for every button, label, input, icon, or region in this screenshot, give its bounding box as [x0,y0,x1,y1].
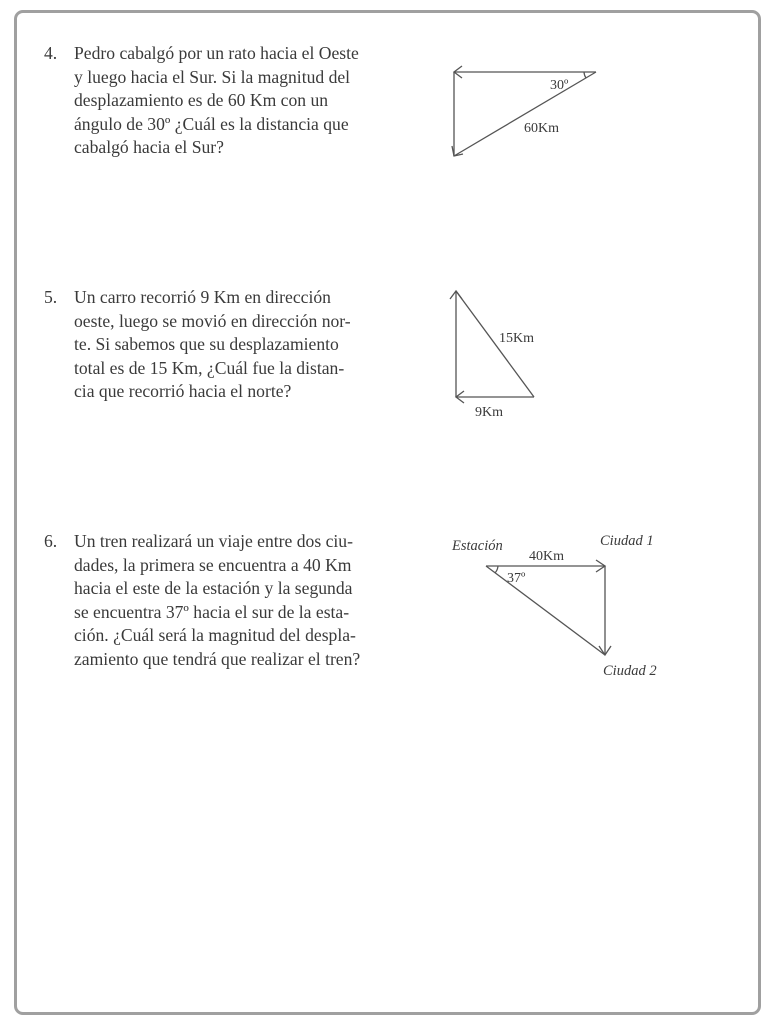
page-frame [14,10,761,1015]
angle-label: 30º [550,78,569,93]
distance-label: 40Km [529,549,564,564]
problem-number: 4. [44,43,58,63]
city2-label: Ciudad 2 [603,663,657,679]
text-line: ción. ¿Cuál será la magnitud del despla- [74,625,356,645]
text-line: oeste, luego se movió en dirección nor- [74,310,351,331]
text-line: te. Si sabemos que su desplazamiento [74,334,339,354]
hypotenuse-label: 60Km [524,121,559,136]
city1-label: Ciudad 1 [600,533,654,549]
problem-4 [44,42,384,160]
text-line: se encuentra 37º hacia el sur de la esta- [74,601,350,622]
text-line: Un carro recorrió 9 Km en dirección [74,287,331,307]
text-line: dades, la primera se encuentra a 40 Km [74,554,352,575]
problem-5 [44,286,384,404]
text-line: desplazamiento es de 60 Km con un [74,90,329,110]
text-line: zamiento que tendrá que realizar el tren? [74,648,361,669]
problem-text [74,42,384,160]
text-line: cabalgó hacia el Sur? [74,137,224,157]
diagram-problem-6 [440,525,680,685]
text-line: Un tren realizará un viaje entre dos ciu- [74,531,353,551]
problem-text [74,286,384,404]
diagram-problem-4 [440,60,610,165]
text-line: hacia el este de la estación y la segunda [74,578,353,598]
hypotenuse-label: 15Km [499,331,534,346]
text-line: ángulo de 30º ¿Cuál es la distancia que [74,113,349,134]
text-line: Pedro cabalgó por un rato hacia el Oeste [74,43,359,63]
problem-number: 5. [44,287,58,307]
text-line: cia que recorrió hacia el norte? [74,381,292,401]
diagram-problem-5 [440,285,570,425]
problem-number: 6. [44,531,58,551]
problem-text [74,530,384,671]
text-line: y luego hacia el Sur. Si la magnitud del [74,66,351,87]
angle-label: 37º [507,571,526,586]
problem-6 [44,530,384,671]
text-line: total es de 15 Km, ¿Cuál fue la distan- [74,357,345,378]
start-label: Estación [452,538,503,554]
base-label: 9Km [475,405,503,420]
